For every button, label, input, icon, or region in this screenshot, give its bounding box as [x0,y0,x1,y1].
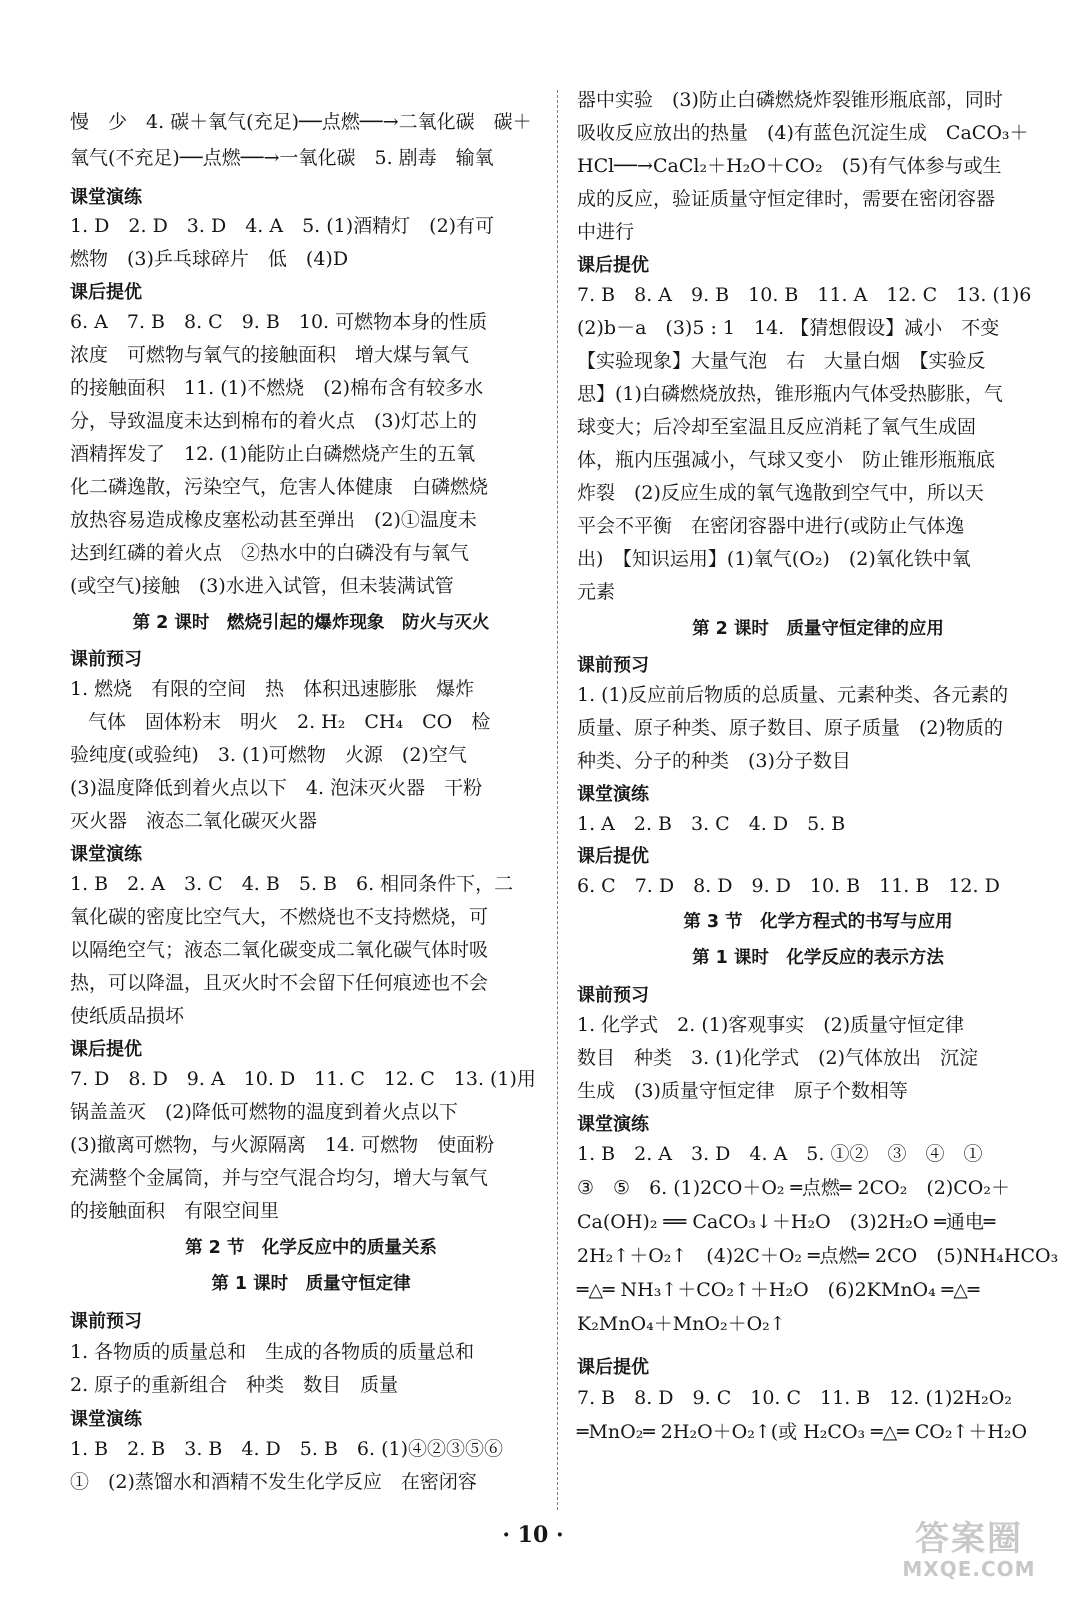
section-heading: 课前预习 [577,655,649,676]
text-line: 使纸质品损坏 [70,1005,185,1027]
text-line: 充满整个金属筒，并与空气混合均匀，增大与氧气 [70,1167,489,1189]
text-line: ① (2)蒸馏水和酒精不发生化学反应 在密闭容 [70,1471,477,1493]
text-line: 放热容易造成橡皮塞松动甚至弹出 (2)①温度未 [70,509,477,531]
text-line: 1. (1)反应前后物质的总质量、元素种类、各元素的 [577,684,1009,706]
text-line: 炸裂 (2)反应生成的氧气逸散到空气中，所以天 [577,482,984,504]
text-line: Ca(OH)₂ ══ CaCO₃↓＋H₂O (3)2H₂O ═通电═ [577,1211,996,1233]
text-line: 浓度 可燃物与氧气的接触面积 增大煤与氧气 [70,344,470,366]
section-heading: 课堂演练 [70,844,142,865]
text-line: 灭火器 液态二氧化碳灭火器 [70,810,318,832]
text-line: HCl──→CaCl₂＋H₂O＋CO₂ (5)有气体参与或生 [577,155,1002,177]
watermark-logo [894,1520,1044,1582]
text-line: 验纯度(或验纯) 3. (1)可燃物 火源 (2)空气 [70,744,467,766]
text-line: 气体 固体粉末 明火 2. H₂ CH₄ CO 检 [88,711,491,733]
section-heading: 课堂演练 [70,187,142,208]
section-heading: 课前预习 [577,985,649,1006]
watermark-url: MXQE.COM [902,1557,1036,1581]
text-line: 分，导致温度未达到棉布的着火点 (3)灯芯上的 [70,410,477,432]
text-line: 氧气(不充足)──点燃──→一氧化碳 5. 剧毒 输氧 [70,147,494,169]
text-line: (3)撤离可燃物，与火源隔离 14. 可燃物 使面粉 [70,1134,495,1156]
text-line: 达到红磷的着火点 ②热水中的白磷没有与氧气 [70,542,470,564]
lesson-title: 第 1 课时 化学反应的表示方法 [692,948,944,968]
text-line: (2)b－a (3)5 : 1 14. 【猜想假设】减小 不变 [577,317,1000,339]
text-line: (或空气)接触 (3)水进入试管，但未装满试管 [70,575,454,597]
text-line: 体，瓶内压强减小，气球又变小 防止锥形瓶瓶底 [577,449,996,471]
text-line: 元素 [577,581,616,603]
text-line: 慢 少 4. 碳＋氧气(充足)──点燃──→二氧化碳 碳＋ [70,111,532,133]
text-line: 6. A 7. B 8. C 9. B 10. 可燃物本身的性质 [70,311,488,333]
text-line: (3)温度降低到着火点以下 4. 泡沫灭火器 干粉 [70,777,483,799]
text-line: 1. 各物质的质量总和 生成的各物质的质量总和 [70,1341,475,1363]
text-line: 平会不平衡 在密闭容器中进行(或防止气体逸 [577,515,965,537]
text-line: 1. D 2. D 3. D 4. A 5. (1)酒精灯 (2)有可 [70,215,495,237]
text-line: ③ ⑤ 6. (1)2CO＋O₂ ═点燃═ 2CO₂ (2)CO₂＋ [577,1177,1010,1199]
text-line: 1. B 2. A 3. C 4. B 5. B 6. 相同条件下，二 [70,873,514,895]
text-line: K₂MnO₄＋MnO₂＋O₂↑ [577,1313,786,1335]
section-heading: 课堂演练 [577,784,649,805]
watermark-text: 答案圈 [915,1519,1023,1559]
text-line: 热，可以降温，且灭火时不会留下任何痕迹也不会 [70,972,489,994]
text-line: 氧化碳的密度比空气大，不燃烧也不支持燃烧，可 [70,906,489,928]
text-line: 燃物 (3)乒乓球碎片 低 (4)D [70,248,349,270]
section-heading: 课后提优 [577,846,649,867]
section-heading: 课后提优 [577,1357,649,1378]
text-line: 7. D 8. D 9. A 10. D 11. C 12. C 13. (1)用 [70,1068,536,1090]
text-line: 7. B 8. D 9. C 10. C 11. B 12. (1)2H₂O₂ [577,1387,1012,1409]
text-line: 器中实验 (3)防止白磷燃烧炸裂锥形瓶底部，同时 [577,89,1003,111]
section-heading: 课堂演练 [577,1114,649,1135]
text-line: 化二磷逸散，污染空气，危害人体健康 白磷燃烧 [70,476,489,498]
text-line: 数目 种类 3. (1)化学式 (2)气体放出 沉淀 [577,1047,978,1069]
section-heading: 课后提优 [577,255,649,276]
text-line: 的接触面积 11. (1)不燃烧 (2)棉布含有较多水 [70,377,484,399]
text-line: 的接触面积 有限空间里 [70,1200,280,1222]
text-line: 【实验现象】大量气泡 右 大量白烟 【实验反 [577,350,986,372]
text-line: 思】(1)白磷燃烧放热，锥形瓶内气体受热膨胀，气 [577,383,1003,405]
lesson-title: 第 1 课时 质量守恒定律 [211,1274,411,1294]
text-line: 2. 原子的重新组合 种类 数目 质量 [70,1374,399,1396]
text-line: 出) 【知识运用】(1)氧气(O₂) (2)氧化铁中氧 [577,548,971,570]
text-line: 吸收反应放出的热量 (4)有蓝色沉淀生成 CaCO₃＋ [577,122,1029,144]
section-heading: 课后提优 [70,1039,142,1060]
text-line: 酒精挥发了 12. (1)能防止白磷燃烧产生的五氧 [70,443,476,465]
lesson-title: 第 2 课时 质量守恒定律的应用 [692,619,944,639]
text-line: 锅盖盖灭 (2)降低可燃物的温度到着火点以下 [70,1101,458,1123]
section-title: 第 3 节 化学方程式的书写与应用 [683,912,953,932]
text-line: 1. A 2. B 3. C 4. D 5. B [577,813,846,835]
text-line: 2H₂↑＋O₂↑ (4)2C＋O₂ ═点燃═ 2CO (5)NH₄HCO₃ [577,1245,1059,1267]
section-heading: 课后提优 [70,282,142,303]
text-line: 7. B 8. A 9. B 10. B 11. A 12. C 13. (1)6 [577,284,1032,306]
text-line: 1. 化学式 2. (1)客观事实 (2)质量守恒定律 [577,1014,965,1036]
text-line: ═MnO₂═ 2H₂O＋O₂↑(或 H₂CO₃ ═△═ CO₂↑＋H₂O [577,1421,1028,1443]
text-line: 成的反应，验证质量守恒定律时，需要在密闭容器 [577,188,996,210]
text-line: 1. 燃烧 有限的空间 热 体积迅速膨胀 爆炸 [70,678,475,700]
column-divider [557,90,558,1510]
page-number: · 10 · [502,1522,564,1548]
section-title: 第 2 节 化学反应中的质量关系 [185,1238,437,1258]
section-heading: 课前预习 [70,649,142,670]
text-line: 1. B 2. A 3. D 4. A 5. ①② ③ ④ ① [577,1143,983,1165]
text-line: 生成 (3)质量守恒定律 原子个数相等 [577,1080,908,1102]
text-line: 1. B 2. B 3. B 4. D 5. B 6. (1)④②③⑤⑥ [70,1438,504,1460]
text-line: 中进行 [577,221,635,243]
text-line: 球变大；后冷却至室温且反应消耗了氧气生成固 [577,416,977,438]
section-heading: 课前预习 [70,1311,142,1332]
lesson-title: 第 2 课时 燃烧引起的爆炸现象 防火与灭火 [132,613,490,633]
text-line: 以隔绝空气；液态二氧化碳变成二氧化碳气体时吸 [70,939,489,961]
text-line: 6. C 7. D 8. D 9. D 10. B 11. B 12. D [577,875,1000,897]
text-line: 质量、原子种类、原子数目、原子质量 (2)物质的 [577,717,1003,739]
text-line: ═△═ NH₃↑＋CO₂↑＋H₂O (6)2KMnO₄ ═△═ [577,1279,980,1301]
text-line: 种类、分子的种类 (3)分子数目 [577,750,851,772]
section-heading: 课堂演练 [70,1409,142,1430]
